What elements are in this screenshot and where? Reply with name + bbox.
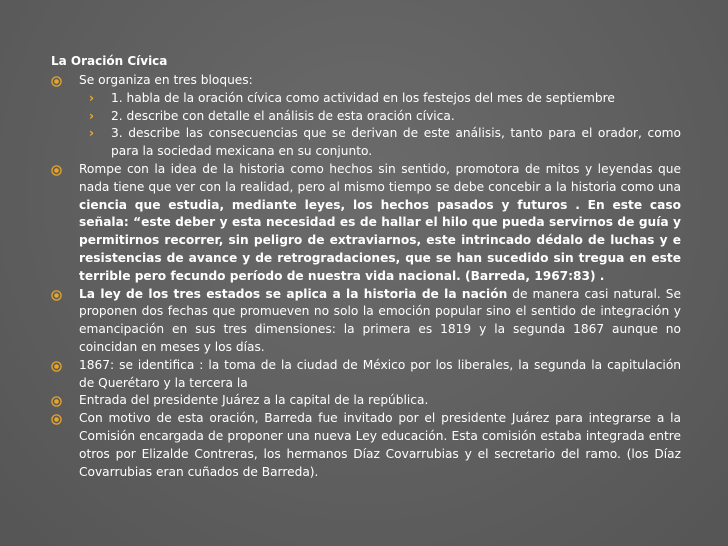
bullet-text: 1867: se identifica : la toma de la ciudad de México por los liberales, la segunda la capitulación de Querétaro y la tercera la — [79, 357, 681, 390]
chevron-right-icon: › — [89, 108, 95, 123]
circle-dot-bullet-icon — [51, 414, 62, 425]
sub-bullet-item — [51, 108, 681, 126]
chevron-right-icon: › — [89, 126, 95, 141]
circle-dot-bullet-icon — [51, 165, 62, 176]
sub-bullet-text: 3. describe las consecuencias que se derivan de este análisis, tanto para el orador, como para la sociedad mexicana en su conjunto. — [111, 126, 681, 159]
circle-dot-bullet-icon — [51, 290, 62, 301]
bullet-item — [51, 286, 681, 357]
bullet-item — [51, 357, 681, 393]
sub-bullet-item — [51, 90, 681, 108]
bullet-item — [51, 410, 681, 481]
circle-dot-bullet-icon — [51, 76, 62, 87]
bullet-item — [51, 72, 681, 90]
bullet-item — [51, 161, 681, 286]
bullet-text-bold: ciencia que estudia, mediante leyes, los hechos pasados y futuros . En este caso señala: “este deber y esta necesidad es de hallar el hilo que pueda servirnos de guía y permitirnos recorrer, sin peligro de extraviarnos, este intrincado dédalo de luchas y e resistencias de avance y de retrogradaciones, que se han sucedido sin tregua en este terrible pero fecundo período de nuestra vida nacional. (Barreda, 1967:83) . — [79, 197, 681, 283]
bullet-text-bold: La ley de los tres estados se aplica a la historia de la nación — [79, 286, 508, 301]
sub-bullet-item — [51, 125, 681, 161]
bullet-text: Entrada del presidente Juárez a la capital de la república. — [79, 393, 429, 408]
slide-content — [51, 72, 681, 481]
slide-title: La Oración Cívica — [51, 54, 168, 68]
bullet-item — [51, 392, 681, 410]
bullet-text: Rompe con la idea de la historia como hechos sin sentido, promotora de mitos y leyendas que nada tiene que ver con la realidad, pero al mismo tiempo se debe concebir a la historia como una — [79, 161, 681, 194]
sub-bullet-text: 1. habla de la oración cívica como actividad en los festejos del mes de septiembre — [111, 90, 615, 105]
circle-dot-bullet-icon — [51, 361, 62, 372]
bullet-text: de manera casi natural. Se proponen dos fechas que promueven no solo la emoción popular sino el sentido de integración y emancipación en sus tres dimensiones: la primera es 1819 y la segunda 1867 aunque no coincidan en meses y los días. — [79, 286, 681, 354]
bullet-text: Se organiza en tres bloques: — [79, 73, 253, 87]
circle-dot-bullet-icon — [51, 396, 62, 407]
chevron-right-icon: › — [89, 90, 95, 105]
bullet-text: Con motivo de esta oración, Barreda fue invitado por el presidente Juárez para integrarse a la Comisión encargada de proponer una nueva Ley educación. Esta comisión estaba integrada entre otros por Elizalde Contreras, los hermanos Díaz Covarrubias y el secretario del ramo. (los Díaz Covarrubias eran cuñados de Barreda). — [79, 411, 681, 479]
sub-bullet-text: 2. describe con detalle el análisis de esta oración cívica. — [111, 108, 455, 123]
